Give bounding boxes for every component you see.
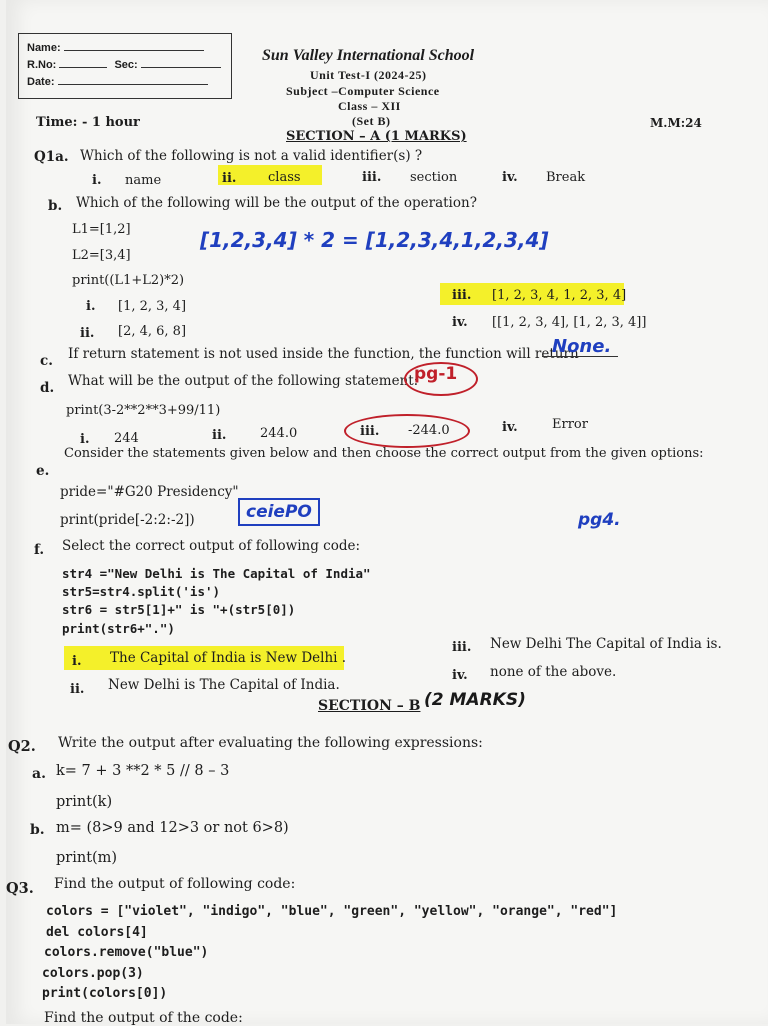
name-label: Name:	[27, 42, 61, 54]
section-b-title: SECTION – B	[318, 698, 421, 714]
rno-label: R.No:	[27, 59, 57, 71]
q1a-opt1-num: i.	[92, 173, 102, 188]
set-title: (Set B)	[352, 114, 391, 128]
q1a-opt4-num: iv.	[502, 170, 518, 185]
q1b-opt4-num: iv.	[452, 315, 468, 330]
q1e-number: e.	[36, 463, 50, 479]
q1e-code-line2: print(pride[-2:2:-2])	[60, 512, 195, 528]
q4-partial-text: Find the output of the code:	[44, 1010, 243, 1026]
q1f-opt2-num: ii.	[70, 682, 85, 697]
q2b-number: b.	[30, 822, 45, 838]
q1f-opt3-num: iii.	[452, 640, 472, 655]
name-field	[27, 42, 204, 54]
q1f-code-line4: print(str6+".")	[62, 621, 175, 636]
q1b-opt1-text: [1, 2, 3, 4]	[118, 299, 187, 314]
date-blank	[58, 76, 208, 85]
q2-text: Write the output after evaluating the following expressions:	[58, 735, 483, 751]
q1b-number: b.	[48, 198, 63, 214]
q1f-opt3-text: New Delhi The Capital of India is.	[490, 636, 722, 652]
q3-code-line4: colors.pop(3)	[42, 966, 144, 981]
q1f-text: Select the correct output of following code:	[62, 538, 361, 554]
q1f-opt4-num: iv.	[452, 668, 468, 683]
q3-code-line5: print(colors[0])	[42, 986, 168, 1001]
q1b-opt3-text: [1, 2, 3, 4, 1, 2, 3, 4]	[492, 288, 627, 303]
q1b-handwritten-working: [1,2,3,4] * 2 = [1,2,3,4,1,2,3,4]	[200, 228, 549, 252]
q2a-number: a.	[32, 766, 46, 782]
q1b-code-line1: L1=[1,2]	[72, 222, 131, 237]
rno-blank	[59, 59, 107, 68]
date-label: Date:	[27, 76, 55, 88]
test-title: Unit Test-I (2024-25)	[310, 68, 427, 82]
q1b-code-line3: print((L1+L2)*2)	[72, 273, 185, 288]
q1c-handwritten-answer: None.	[552, 336, 612, 357]
q1a-opt2-text: class	[268, 170, 301, 185]
q1d-opt2-num: ii.	[212, 428, 227, 443]
q1c-text: If return statement is not used inside the function, the function will return	[68, 346, 579, 362]
q1d-opt3-num: iii.	[360, 424, 380, 439]
q1a-number: Q1a.	[34, 149, 69, 165]
q1d-opt3-text: -244.0	[408, 423, 450, 438]
q1a-text: Which of the following is not a valid identifier(s) ?	[80, 148, 423, 164]
q2a-expression: k= 7 + 3 **2 * 5 // 8 – 3	[56, 763, 230, 779]
q1b-opt3-num: iii.	[452, 288, 472, 303]
q1d-number: d.	[40, 380, 55, 396]
q1a-opt3-num: iii.	[362, 170, 382, 185]
q1b-opt2-text: [2, 4, 6, 8]	[118, 324, 187, 339]
q1d-opt4-text: Error	[552, 417, 588, 432]
q1d-code: print(3-2**2**3+99/11)	[66, 403, 221, 418]
q1e-handwritten-answer: ceiePO	[238, 498, 320, 526]
q1d-opt4-num: iv.	[502, 420, 518, 435]
q1f-number: f.	[34, 542, 45, 558]
q1e-code-line1: pride="#G20 Presidency"	[60, 484, 239, 500]
q1a-opt4-text: Break	[546, 170, 586, 185]
q1b-opt1-num: i.	[86, 299, 96, 314]
subject-title: Subject –Computer Science	[286, 84, 440, 98]
q1e-text: Consider the statements given below and then choose the correct output from the given options:	[64, 446, 704, 461]
rno-sec-field	[27, 59, 221, 71]
time-label: Time: - 1 hour	[36, 115, 140, 130]
q1f-code-line3: str6 = str5[1]+" is "+(str5[0])	[62, 602, 296, 617]
q2a-print: print(k)	[56, 794, 113, 810]
student-info-box	[18, 33, 232, 99]
q3-code-line1: colors = ["violet", "indigo", "blue", "green", "yellow", "orange", "red"]	[46, 904, 618, 919]
q1f-opt4-text: none of the above.	[490, 664, 617, 680]
q2b-expression: m= (8>9 and 12>3 or not 6>8)	[56, 820, 289, 836]
q1a-opt2-num: ii.	[222, 171, 237, 186]
q1b-text: Which of the following will be the output of the operation?	[76, 195, 477, 211]
q2-number: Q2.	[8, 738, 36, 755]
q3-code-line2: del colors[4]	[46, 925, 148, 940]
q1c-number: c.	[40, 353, 53, 369]
max-marks: M.M:24	[650, 116, 702, 130]
sec-label: Sec:	[114, 59, 138, 71]
q1b-opt2-num: ii.	[80, 326, 95, 341]
q2b-print: print(m)	[56, 850, 118, 866]
q1d-opt1-num: i.	[80, 432, 90, 447]
q1f-opt1-text: The Capital of India is New Delhi .	[110, 650, 347, 666]
q1f-code-line2: str5=str4.split('is')	[62, 584, 221, 599]
q1d-opt2-text: 244.0	[260, 426, 298, 441]
name-blank	[64, 42, 204, 51]
sec-blank	[141, 59, 221, 68]
class-title: Class – XII	[338, 99, 401, 113]
q3-number: Q3.	[6, 880, 34, 897]
q1e-handwritten-note: pg4.	[578, 510, 621, 530]
q1b-opt4-text: [[1, 2, 3, 4], [1, 2, 3, 4]]	[492, 315, 647, 330]
q1d-handwritten-note: pg-1	[414, 364, 458, 384]
section-b-handwritten-marks: (2 MARKS)	[424, 690, 526, 710]
q1a-opt3-text: section	[410, 170, 458, 185]
q3-code-line3: colors.remove("blue")	[44, 945, 209, 960]
q1d-text: What will be the output of the following statement:	[68, 373, 419, 389]
q1b-code-line2: L2=[3,4]	[72, 248, 131, 263]
q1f-opt1-num: i.	[72, 654, 82, 669]
section-a-title: SECTION – A (1 MARKS)	[286, 129, 467, 144]
date-field	[27, 76, 208, 88]
q1a-opt1-text: name	[125, 173, 162, 188]
q1f-opt2-text: New Delhi is The Capital of India.	[108, 677, 340, 693]
q1f-code-line1: str4 ="New Delhi is The Capital of India"	[62, 566, 371, 581]
q1d-opt1-text: 244	[114, 431, 139, 446]
q3-text: Find the output of following code:	[54, 876, 296, 892]
school-name: Sun Valley International School	[262, 47, 475, 64]
